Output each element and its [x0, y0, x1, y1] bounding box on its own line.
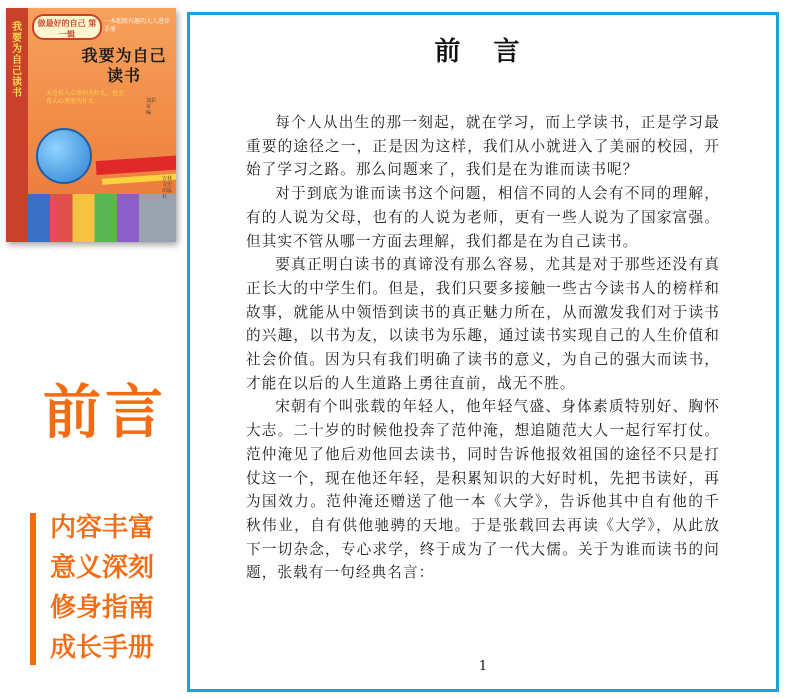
feature-item: 修身指南	[50, 593, 155, 623]
paragraph: 要真正明白读书的真谛没有那么容易，尤其是对于那些还没有真正长大的中学生们。但是，我们只要多接触一些古今读书人的榜样和故事，就能从中领悟到读书的真正魅力所在，从而激发我们对于读书的兴趣，以书为友，以读书为乐趣，通过读书实现自己的人生价值和社会价值。因为只有我们明确了读书的意义，为自己的强大而读书，才能在以后的人生道路上勇往直前，战无不胜。	[246, 256, 720, 392]
book-cover	[6, 8, 176, 242]
feature-item: 意义深刻	[50, 553, 155, 583]
paragraph: 每个人从出生的那一刻起，就在学习，而上学读书，正是学习最重要的途径之一，正是因为这样，我们从小就进入了美丽的校园，开始了学习之路。那么问题来了，我们是在为谁而读书呢？	[246, 114, 720, 179]
cover-author: 刘彩荣 编	[146, 98, 157, 116]
feature-list	[50, 508, 200, 668]
cover-publisher: 吉林文史出版社	[162, 176, 173, 200]
preface-page	[187, 12, 779, 692]
city-illustration	[28, 194, 176, 242]
paragraph: 对于到底为谁而读书这个问题，相信不同的人会有不同的理解，有的人说为父母，也有的人说为老师，更有一些人说为了国家富强。但其实不管从哪一方面去理解，我们都是在为自己读书。	[246, 185, 720, 250]
cover-tagline: 天会有人心里的为什么，也会有人心里的为什么	[46, 90, 125, 105]
paragraph: 宋朝有个叫张载的年轻人，他年轻气盛、身体素质特别好、胸怀大志。二十岁的时候他投奔了范仲淹，想追随范大人一起行军打仗。范仲淹见了他后劝他回去读书，同时告诉他报效祖国的途径不只是打仗这一个，现在他还年轻，是积累知识的大好时机，先把书读好，再为国效力。范仲淹还赠送了他一本《大学》，告诉他其中自有他的千秋伟业，自有供他驰骋的天地。于是张载回去再读《大学》，从此放下一切杂念，专心求学，终于成为了一代大儒。关于为谁而读书的问题，张载有一句经典名言：	[246, 398, 720, 582]
cover-title: 我要为自己读书	[81, 46, 167, 85]
feature-item: 内容丰富	[50, 513, 155, 543]
feature-item: 成长手册	[50, 633, 155, 663]
cover-slogan: 一本超级有趣的大人进步手册	[104, 18, 171, 33]
feature-accent-bar	[30, 513, 36, 665]
preface-heading: 前言	[42, 378, 167, 446]
cover-spine	[6, 8, 28, 242]
cover-stripe-red	[96, 155, 176, 175]
spine-text: 我要为自己读书	[12, 22, 22, 99]
page-title: 前 言	[434, 37, 532, 67]
globe-illustration	[36, 128, 92, 184]
page-body	[246, 111, 720, 585]
cover-series-badge: 做最好的自己 第一辑	[32, 14, 102, 40]
page-number: 1	[478, 659, 488, 674]
